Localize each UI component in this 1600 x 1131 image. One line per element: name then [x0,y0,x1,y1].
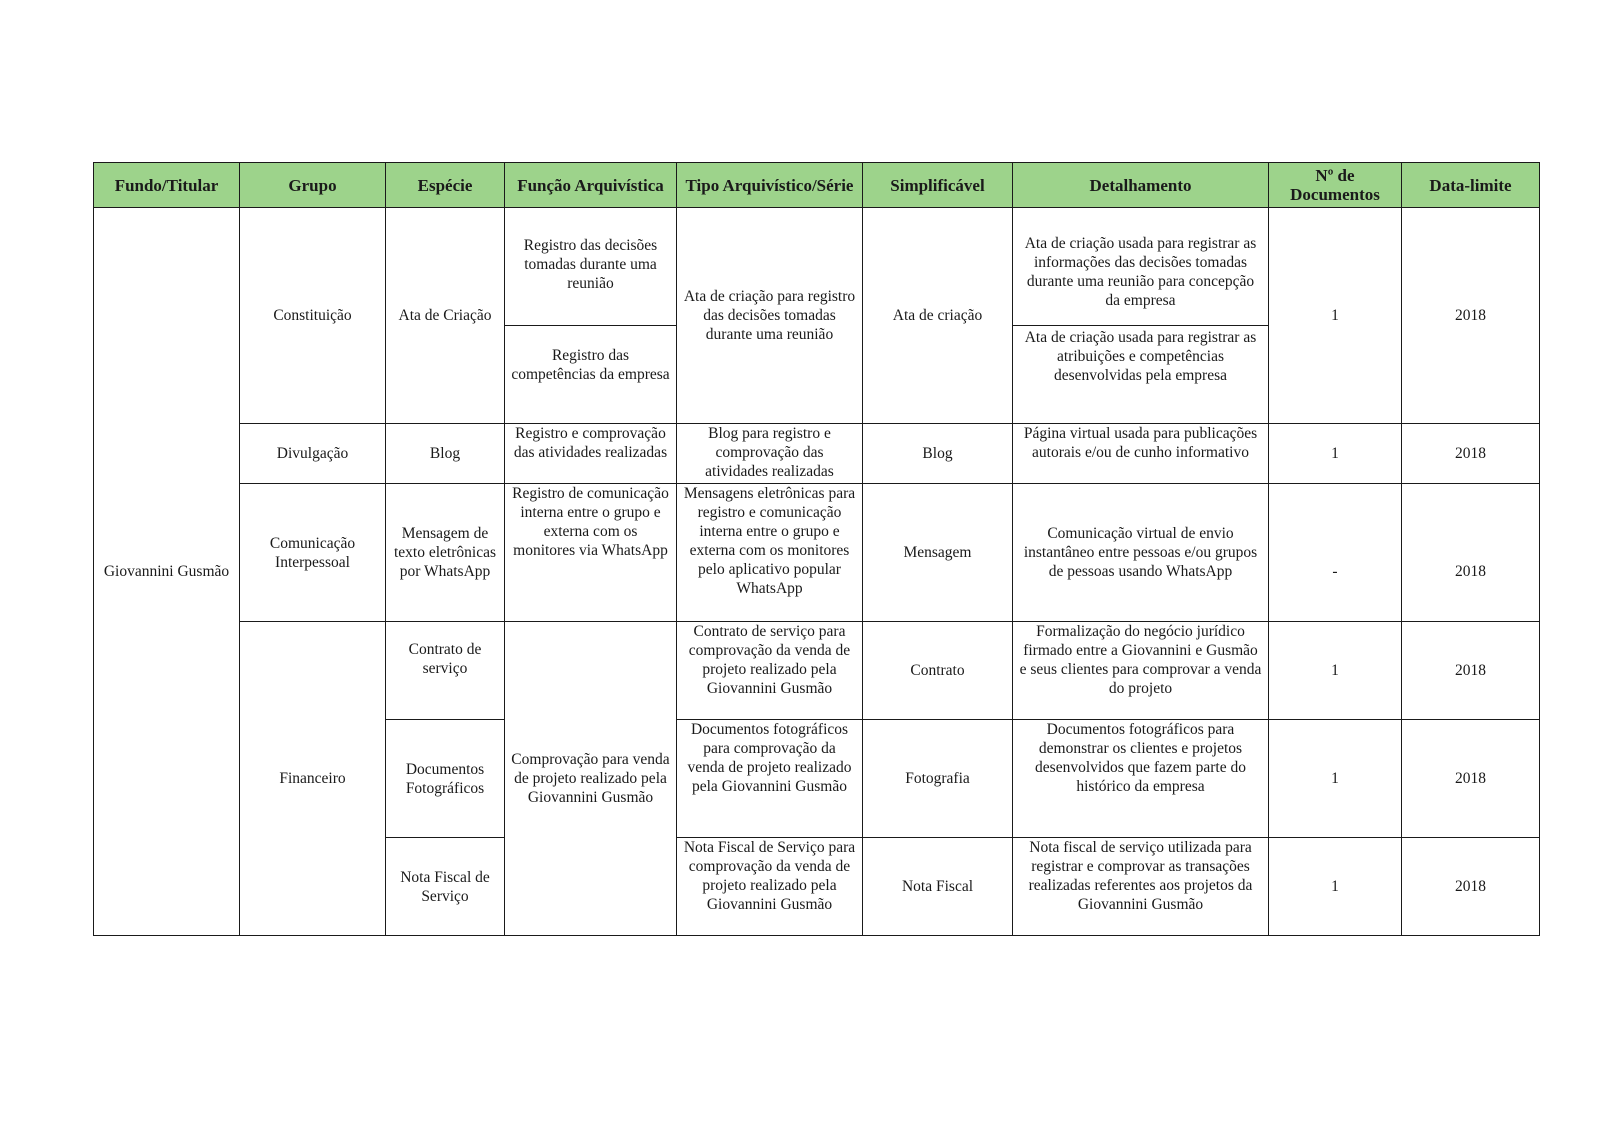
header-num-documentos: Nº de Documentos [1269,163,1402,208]
fundo-titular-cell: Giovannini Gusmão [94,208,240,936]
funcao-registro-decisoes: Registro das decisões tomadas durante uma reunião [505,208,677,326]
data-limite-fotos: 2018 [1402,720,1540,838]
simplificavel-nota-fiscal: Nota Fiscal [863,838,1013,936]
simplificavel-blog: Blog [863,424,1013,484]
data-limite-comunicacao: 2018 [1402,484,1540,622]
tipo-nota-fiscal: Nota Fiscal de Serviço para comprovação da venda de projeto realizado pela Giovannini Gusmão [677,838,863,936]
header-fundo-titular: Fundo/Titular [94,163,240,208]
detalhamento-ata-informacoes: Ata de criação usada para registrar as informações das decisões tomadas durante uma reunião para concepção da empresa [1013,208,1269,326]
header-especie: Espécie [386,163,505,208]
funcao-blog: Registro e comprovação das atividades realizadas [505,424,677,484]
detalhamento-nota-fiscal: Nota fiscal de serviço utilizada para registrar e comprovar as transações realizadas referentes aos projetos da Giovannini Gusmão [1013,838,1269,936]
data-limite-divulgacao: 2018 [1402,424,1540,484]
simplificavel-contrato: Contrato [863,622,1013,720]
num-docs-nota-fiscal: 1 [1269,838,1402,936]
detalhamento-comunicacao: Comunicação virtual de envio instantâneo entre pessoas e/ou grupos de pessoas usando WhatsApp [1013,484,1269,622]
table-row [94,484,1540,622]
tipo-contrato: Contrato de serviço para comprovação da venda de projeto realizado pela Giovannini Gusmão [677,622,863,720]
grupo-divulgacao: Divulgação [240,424,386,484]
header-simplificavel: Simplificável [863,163,1013,208]
num-docs-constituicao: 1 [1269,208,1402,424]
num-docs-comunicacao: - [1269,484,1402,622]
detalhamento-contrato: Formalização do negócio jurídico firmado entre a Giovannini e Gusmão e seus clientes para comprovar a venda do projeto [1013,622,1269,720]
table-row [94,424,1540,484]
header-row [94,163,1540,208]
header-detalhamento: Detalhamento [1013,163,1269,208]
data-limite-nota-fiscal: 2018 [1402,838,1540,936]
grupo-constituicao: Constituição [240,208,386,424]
especie-mensagem: Mensagem de texto eletrônicas por WhatsApp [386,484,505,622]
especie-fotos: Documentos Fotográficos [386,720,505,838]
grupo-financeiro: Financeiro [240,622,386,936]
simplificavel-ata-criacao: Ata de criação [863,208,1013,424]
especie-contrato: Contrato de serviço [386,622,505,720]
num-docs-fotos: 1 [1269,720,1402,838]
header-tipo-arquivistico: Tipo Arquivístico/Série [677,163,863,208]
table-row [94,208,1540,326]
header-grupo: Grupo [240,163,386,208]
funcao-registro-competencias: Registro das competências da empresa [505,326,677,424]
tipo-fotos: Documentos fotográficos para comprovação da venda de projeto realizado pela Giovannini Gusmão [677,720,863,838]
especie-ata-criacao: Ata de Criação [386,208,505,424]
header-data-limite: Data-limite [1402,163,1540,208]
table-header [94,163,1540,208]
table-body [94,208,1540,936]
data-limite-contrato: 2018 [1402,622,1540,720]
tipo-blog: Blog para registro e comprovação das atividades realizadas [677,424,863,484]
grupo-comunicacao: Comunicação Interpessoal [240,484,386,622]
detalhamento-blog: Página virtual usada para publicações autorais e/ou de cunho informativo [1013,424,1269,484]
document-classification-table [93,162,1540,936]
table-row [94,622,1540,720]
simplificavel-fotografia: Fotografia [863,720,1013,838]
num-docs-divulgacao: 1 [1269,424,1402,484]
especie-nota-fiscal: Nota Fiscal de Serviço [386,838,505,936]
header-funcao-arquivistica: Função Arquivística [505,163,677,208]
detalhamento-ata-atribuicoes: Ata de criação usada para registrar as atribuições e competências desenvolvidas pela empresa [1013,326,1269,424]
simplificavel-mensagem: Mensagem [863,484,1013,622]
detalhamento-fotos: Documentos fotográficos para demonstrar os clientes e projetos desenvolvidos que fazem parte do histórico da empresa [1013,720,1269,838]
funcao-comunicacao: Registro de comunicação interna entre o grupo e externa com os monitores via WhatsApp [505,484,677,622]
funcao-financeiro: Comprovação para venda de projeto realizado pela Giovannini Gusmão [505,622,677,936]
tipo-ata-criacao: Ata de criação para registro das decisões tomadas durante uma reunião [677,208,863,424]
data-limite-constituicao: 2018 [1402,208,1540,424]
tipo-mensagens: Mensagens eletrônicas para registro e comunicação interna entre o grupo e externa com os monitores pelo aplicativo popular WhatsApp [677,484,863,622]
especie-blog: Blog [386,424,505,484]
num-docs-contrato: 1 [1269,622,1402,720]
